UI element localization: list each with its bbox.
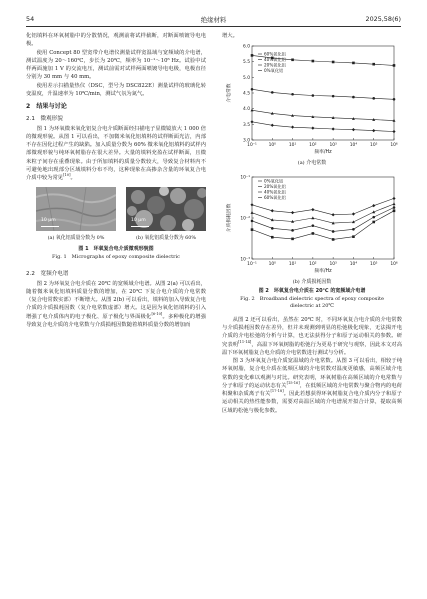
- paragraph: [26, 125, 206, 183]
- x-tick-label: 10²: [309, 261, 317, 267]
- x-tick-label: 10¹: [288, 261, 297, 267]
- legend-entry: 20%氧化铝: [264, 183, 286, 189]
- micrograph-pure-epoxy: [36, 187, 116, 231]
- micrograph-60-alumina: [126, 187, 206, 231]
- data-point: [312, 224, 315, 227]
- legend-entry: 0%氧化铝: [264, 68, 284, 74]
- data-point: [250, 203, 253, 206]
- data-point: [311, 216, 314, 219]
- x-tick-label: 10³: [329, 261, 337, 267]
- chart-permittivity-svg: [222, 40, 402, 160]
- y-axis-label: 介质损耗因数: [227, 203, 232, 233]
- subfigure-caption: (a) 氧化铝质量分数为 0%: [47, 235, 105, 242]
- section-heading: 2 结果与讨论: [26, 103, 67, 110]
- header-rule: [26, 26, 401, 27]
- chart-loss-factor: [222, 171, 402, 287]
- paragraph-text: ，高温下环氧树脂的松弛行为更易于研究与观察，因此本文对高温下环氧树脂复合电介质的介电常数进行测试与分析。: [222, 341, 402, 356]
- chart-loss-factor-svg: [222, 171, 402, 279]
- legend-entry: 20%氧化铝: [264, 62, 286, 68]
- data-point: [393, 206, 396, 209]
- data-point: [393, 209, 396, 212]
- data-point: [311, 127, 314, 130]
- scale-bar: [41, 226, 59, 227]
- data-point: [251, 228, 254, 231]
- figure-1: [26, 187, 206, 267]
- subfigure-caption: (b) 氧化铝质量分数为 60%: [135, 235, 197, 242]
- paragraph-text: 图 1 为环氧微米氧化铝复合电介质断面经扫描电子显微镜放大 1 000 倍的微观形貌。从图 1 可以看出，不加微米氧化铝填料的试样断面光洁，内部不存在因化过程产生的缺陷。加入质量分数为 60% 微米氧化铝填料的试样内部微观形貌与纯环氧树脂存在很大差异。大量的填料充盈在试样断面，且微米粒子间存在重叠现象。由于所加填料的质量分数较大，导致复合材料内不可避免地出现部分区域填料分布不均，这种现象在高掺杂含量的环氧复合电介质中较为常见: [26, 125, 206, 181]
- data-point: [312, 232, 315, 235]
- data-point: [372, 216, 375, 219]
- y-tick-label: 5.5: [243, 60, 250, 66]
- data-point: [332, 238, 335, 241]
- legend-entry: 60%氧化铝: [264, 51, 286, 57]
- scale-bar: [131, 226, 149, 227]
- data-point: [271, 236, 274, 239]
- data-point: [332, 230, 335, 233]
- subfigure-caption: (b) 介质损耗因数: [292, 278, 332, 285]
- data-point: [312, 94, 315, 97]
- data-point: [251, 211, 254, 214]
- legend-entry: 60%氧化铝: [264, 194, 286, 200]
- x-tick-label: 10⁻¹: [247, 261, 257, 267]
- data-point: [372, 97, 375, 100]
- x-tick-label: 10⁻¹: [247, 143, 257, 149]
- chart-permittivity: [222, 40, 402, 168]
- paragraph: 增大。: [222, 33, 238, 39]
- y-tick-label: 6.0: [243, 44, 250, 50]
- data-point: [251, 88, 254, 91]
- data-point: [271, 209, 274, 212]
- data-point: [352, 62, 355, 65]
- data-point: [271, 227, 274, 230]
- data-point: [352, 212, 355, 215]
- y-tick-label: 3.0: [243, 138, 250, 144]
- journal-name: 绝缘材料: [200, 16, 227, 24]
- x-tick-label: 10⁰: [268, 143, 276, 149]
- right-column: [222, 32, 402, 415]
- data-point: [311, 208, 314, 211]
- x-axis-label: 频率/Hz: [314, 150, 332, 156]
- y-tick-label: 5.0: [243, 76, 250, 82]
- paragraph: 化铝填料在环氧树脂中的分散情况，观测前将试样截断，对断面喷镀导电电极。: [26, 33, 206, 48]
- x-tick-label: 10²: [309, 143, 317, 149]
- data-point: [332, 128, 335, 131]
- citation: [11-14]: [238, 339, 252, 344]
- citation: [15-16]: [286, 380, 300, 385]
- paragraph-text: 图 2 为环氧复合电介质在 20℃ 的宽频域介电谱。从图 2(a) 可以看出，随着微米氧化铝填料质量分数的增加，在 20℃ 下复合电介质的介电常数（复合电常数实部）不断增大。从图 2(b) 可以看出，填料的加入导致复合电介质的介质损耗因数（复介电常数虚部）增大。这是因为氧化铝填料的引入增强了电介质体内的电子极化、原子极化与界面极化: [26, 280, 206, 320]
- x-tick-label: 10⁵: [370, 261, 378, 267]
- paragraph: [222, 316, 402, 357]
- data-point: [312, 60, 315, 63]
- data-point: [291, 93, 294, 96]
- data-point: [393, 202, 396, 205]
- page-number: 54: [26, 15, 35, 23]
- figure-caption: [26, 245, 206, 261]
- subfigure-caption: (a) 介电常数: [297, 160, 327, 167]
- citation: [17-18]: [270, 389, 284, 394]
- y-tick-label: 10⁻¹: [240, 175, 250, 181]
- data-point: [332, 95, 335, 98]
- y-tick-label: 4.0: [243, 107, 250, 113]
- x-tick-label: 10⁴: [349, 261, 358, 267]
- caption-chinese: 图 2 环氧复合电介质在 20℃ 的宽频域介电谱: [258, 288, 366, 295]
- x-tick-label: 10⁴: [349, 143, 358, 149]
- legend-entry: 40%氧化铝: [264, 57, 286, 63]
- citation: [10]: [63, 173, 71, 178]
- x-tick-label: 10⁰: [268, 261, 276, 267]
- legend-entry: 40%氧化铝: [264, 189, 286, 195]
- x-tick-label: 10¹: [288, 143, 297, 149]
- figure-caption: [222, 288, 402, 311]
- data-point: [352, 235, 355, 238]
- data-point: [352, 96, 355, 99]
- x-tick-label: 10⁶: [390, 143, 398, 149]
- data-point: [291, 229, 294, 232]
- data-point: [291, 211, 294, 214]
- data-point: [251, 109, 254, 112]
- paragraph: 使用 Concept 80 型宽带介电谱仪测量试样宽温域与宽频域的介电谱，测试温度为 20～160℃，步长为 20℃，频率为 10⁻¹～10⁶ Hz。试验中试样两面施加 1 V 的交流电压，测试前需对试样两面喷镀导电电极，电极直径分别为 30 mm 与 40 mm。: [26, 49, 206, 81]
- caption-english: Fig. 2 Broadband dielectric spectra of epoxy composite: [240, 295, 384, 302]
- x-tick-label: 10³: [329, 143, 337, 149]
- data-point: [372, 129, 375, 132]
- data-point: [332, 61, 335, 64]
- data-point: [372, 63, 375, 66]
- data-point: [271, 91, 274, 94]
- data-point: [250, 120, 253, 123]
- series-line: [252, 110, 394, 120]
- data-point: [393, 98, 396, 101]
- data-point: [352, 128, 355, 131]
- paragraph-text: 从图 2 还可以看出，虽然在 20℃ 时，不同环氧复合电介质的介电常数与介质损耗因数存在差异，但并未观测到明显的松弛极化现象，无法揭开电介质的介电松弛的分析与计算，也无法获得分子和原子运动相关的参数。研究表明: [222, 316, 402, 348]
- scale-label: 10 μm: [131, 218, 146, 223]
- x-tick-label: 10⁶: [390, 261, 398, 267]
- subsection-heading: 2.1 微观形貌: [26, 116, 63, 123]
- x-tick-label: 10⁵: [370, 143, 378, 149]
- paragraph-text: 图 3 为环氧复合电介质宽温域的介电常数。从图 3 可以看出，相较于纯环氧树脂，复合电介质在低频区域的介电常数对温度更敏感，高频区域介电常数的变化难以观测与对比。研究表明，环氧树脂在高频区域的介电常数与分子和原子的运动状态有关: [222, 358, 402, 389]
- legend-entry: 0%氧化铝: [264, 178, 284, 184]
- data-point: [392, 197, 395, 200]
- caption-english: Fig. 1 Micrographs of epoxy composite dielectric: [52, 254, 180, 261]
- paragraph: [26, 280, 206, 330]
- y-tick-label: 3.5: [243, 123, 250, 129]
- data-point: [291, 59, 294, 62]
- paragraph-text: ，在低频区域的介电常数与聚合物内的电荷积聚和杂质离子有关: [222, 382, 402, 397]
- page-header: [26, 13, 401, 25]
- data-point: [352, 228, 355, 231]
- data-point: [251, 219, 254, 222]
- y-tick-label: 10⁻²: [240, 216, 250, 222]
- data-point: [372, 204, 375, 207]
- caption-chinese: 图 1 环氧复合电介质微观形貌图: [78, 246, 154, 253]
- data-point: [393, 64, 396, 67]
- data-point: [392, 130, 395, 133]
- paragraph-text: 。多种极化的增强导致复合电介质的介电常数与介质损耗因数随着填料质量分数的增加而: [26, 313, 206, 328]
- x-axis-label: 频率/Hz: [314, 268, 332, 274]
- y-tick-label: 10⁻³: [240, 257, 250, 263]
- data-point: [271, 124, 274, 127]
- paragraph-text: 。: [70, 175, 76, 181]
- caption-english: dielectric at 20℃: [289, 303, 335, 310]
- y-axis-label: 介电常数: [227, 83, 232, 103]
- data-point: [291, 126, 294, 129]
- citation: [6-10]: [151, 311, 163, 316]
- paragraph: [222, 357, 402, 415]
- left-column: [26, 32, 206, 329]
- scale-label: 10 μm: [41, 218, 56, 223]
- series-line: [252, 211, 394, 240]
- data-point: [251, 54, 254, 57]
- data-point: [332, 213, 335, 216]
- paragraph: 使用差示扫描量热仪（DSC，型号为 DSC822E）测量试样的玻璃化转变温度，升温速率为 10℃/min，测试气氛为氮气。: [26, 82, 206, 97]
- subsection-heading: 2.2 宽频介电谱: [26, 271, 69, 278]
- issue-info: 2025,58(6): [365, 15, 401, 23]
- y-tick-label: 4.5: [243, 91, 250, 97]
- paragraph-text: 。因此若想获得环氧树脂复合电介质内分子和原子运动相关的热性能参数，需要对高温区域的介电谱展开拟合计算，提取高频区域的松弛与极化参数。: [222, 391, 402, 414]
- data-point: [372, 220, 375, 223]
- data-point: [291, 237, 294, 240]
